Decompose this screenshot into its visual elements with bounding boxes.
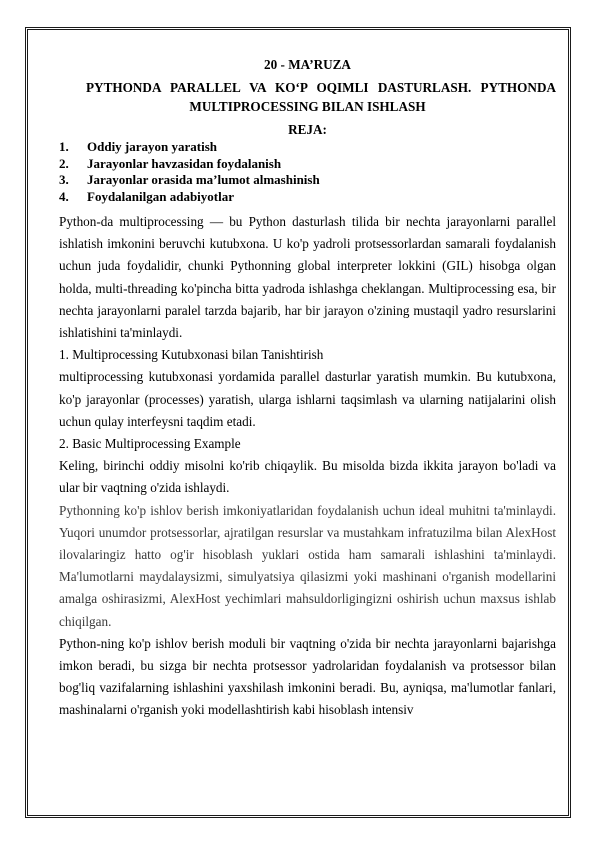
lecture-number: 20 - MA’RUZA	[264, 57, 351, 72]
section-paragraph-1: multiprocessing kutubxonasi yordamida parallel dasturlar yaratish mumkin. Bu kutubxona, ko'p jarayonlar (processes) yaratish, ularga ishlarni taqsimlash va ularning natijalarini olish uchun qulay interfeysni taqdim etadi.	[59, 369, 556, 429]
plan-item-number: 3.	[59, 172, 69, 187]
section-heading-2: 2. Basic Multiprocessing Example	[59, 436, 241, 452]
plan-item	[59, 189, 556, 206]
plan-item-text: Oddiy jarayon yaratish	[87, 139, 218, 154]
plan-item-text: Jarayonlar orasida ma’lumot almashinish	[87, 172, 320, 187]
plan-item-text: Foydalanilgan adabiyotlar	[87, 188, 234, 204]
plan-item	[59, 139, 556, 156]
section-paragraph-2: Keling, birinchi oddiy misolni ko'rib chiqaylik. Bu misolda bizda ikkita jarayon bo'ladi va ular bir vaqtning o'zida ishlaydi.	[59, 458, 556, 496]
plan-item-number: 2.	[59, 155, 69, 171]
plan-item-number: 1.	[59, 139, 69, 154]
document-content	[59, 55, 556, 722]
plan-item	[59, 156, 556, 173]
intro-paragraph: Python-da multiprocessing — bu Python dasturlash tilida bir nechta jarayonlarni parallel ishlatish imkonini beruvchi kutubxona. U ko'p yadroli protsessorlardan samarali foydalanish uchun juda foydalidir, chunki Pythonning global interpreter lokkini (GIL) hisobga olgan holda, multi-threading ko'pincha bitta yadroda ishlashga cheklangan. Multiprocessing esa, bir nechta jarayonlarni paralel tarzda bajarib, har bir jarayon o'zining mustaqil yadro resurslarini ishlatishini ta'minlaydi.	[59, 214, 556, 341]
alexhost-paragraph: Pythonning ko'p ishlov berish imkoniyatlaridan foydalanish uchun ideal muhitni ta'minlaydi. Yuqori unumdor protsessorlar, ajratilgan resurslar va mustahkam infratuzilma bilan AlexHost ilovalaringiz hatto og'ir hisoblash yuklari ostida ham samarali ishlashini ta'minlaydi. Ma'lumotlarni maydalaysizmi, simulyatsiya qilasizmi yoki mashinani o'rganish modellarini amalga oshirasizmi, AlexHost yechimlari mahsuldorligingizni oshirish uchun maxsus ishlab chiqilgan.	[59, 502, 556, 629]
plan-heading: REJA:	[288, 121, 327, 137]
body-text	[59, 211, 556, 722]
plan-list	[59, 139, 556, 205]
module-paragraph: Python-ning ko'p ishlov berish moduli bir vaqtning o'zida bir nechta jarayonlarni bajarishga imkon beradi, bu sizga bir nechta protsessor yadrolaridan foydalanish va protsessor bilan bog'liq vazifalarning ishlashini yaxshilash imkonini beradi. Bu, ayniqsa, ma'lumotlar fanlari, mashinalarni o'rganish yoki modellashtirish kabi hisoblash intensiv	[59, 635, 556, 718]
lecture-title: PYTHONDA PARALLEL VA KO‘P OQIMLI DASTURLASH. PYTHONDA MULTIPROCESSING BILAN ISHLASH	[86, 79, 556, 114]
section-heading-1: 1. Multiprocessing Kutubxonasi bilan Tanishtirish	[59, 347, 324, 363]
plan-item-text: Jarayonlar havzasidan foydalanish	[87, 155, 282, 171]
plan-item-number: 4.	[59, 188, 69, 204]
plan-item	[59, 172, 556, 189]
